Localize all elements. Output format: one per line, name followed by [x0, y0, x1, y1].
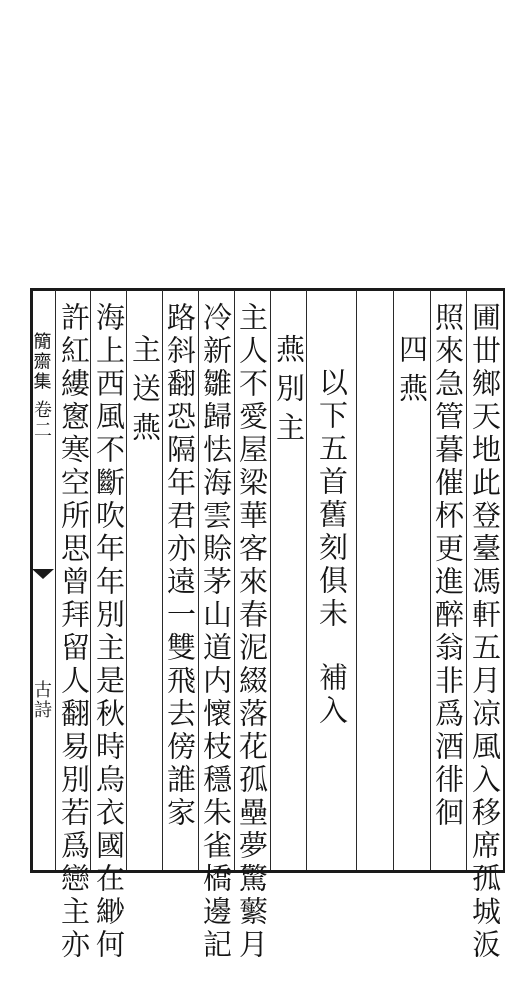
- frame-top-border: [30, 288, 505, 291]
- center-book-title: 𥳑齋集: [31, 332, 52, 392]
- annotation-note: 以下五首舊刻俱未: [315, 367, 349, 631]
- column-rule: [55, 290, 56, 870]
- annotation-note-end: 補入: [315, 662, 349, 728]
- fishtail-mark: [32, 569, 54, 579]
- column-rule: [393, 290, 394, 870]
- poem-title-four-swallows: 四燕: [395, 334, 429, 412]
- column-rule: [270, 290, 271, 870]
- text-column-6: 主人不愛屋梁華客來春泥綴落花孤壘夢驚蘩月: [235, 302, 269, 962]
- column-rule: [126, 290, 127, 870]
- column-rule: [306, 290, 307, 870]
- text-column-1: 圃丗鄉天地此登臺馮軒五月凉風入移席孤城汳: [468, 302, 502, 962]
- center-volume-label: 卷二: [31, 400, 52, 440]
- frame-right-border: [503, 288, 505, 873]
- text-column-11: 許紅縷窻寒空所思曾拜留人翻易別若爲戀主亦: [57, 302, 91, 962]
- text-column-2: 照來急管暮催杯更進醉翁非爲酒徘徊: [431, 302, 465, 830]
- column-rule: [356, 290, 357, 870]
- poem-title-host-sends-swallow: 主送燕: [128, 334, 162, 451]
- column-rule: [466, 290, 467, 870]
- text-column-8: 路斜翻恐隔年君亦遠一雙飛去傍誰家: [163, 302, 197, 830]
- text-column-7: 冷新雛歸怯海雲賒茅山道内懷枝穩朱雀橋邊記: [199, 302, 233, 962]
- text-column-10: 海上西風不斷吹年年別主是秋時烏衣國在緲何: [92, 302, 126, 962]
- center-fold-strip: [31, 290, 55, 870]
- center-section-label: 古詩: [31, 680, 52, 720]
- poem-title-swallow-leaves-host: 燕別主: [272, 334, 306, 451]
